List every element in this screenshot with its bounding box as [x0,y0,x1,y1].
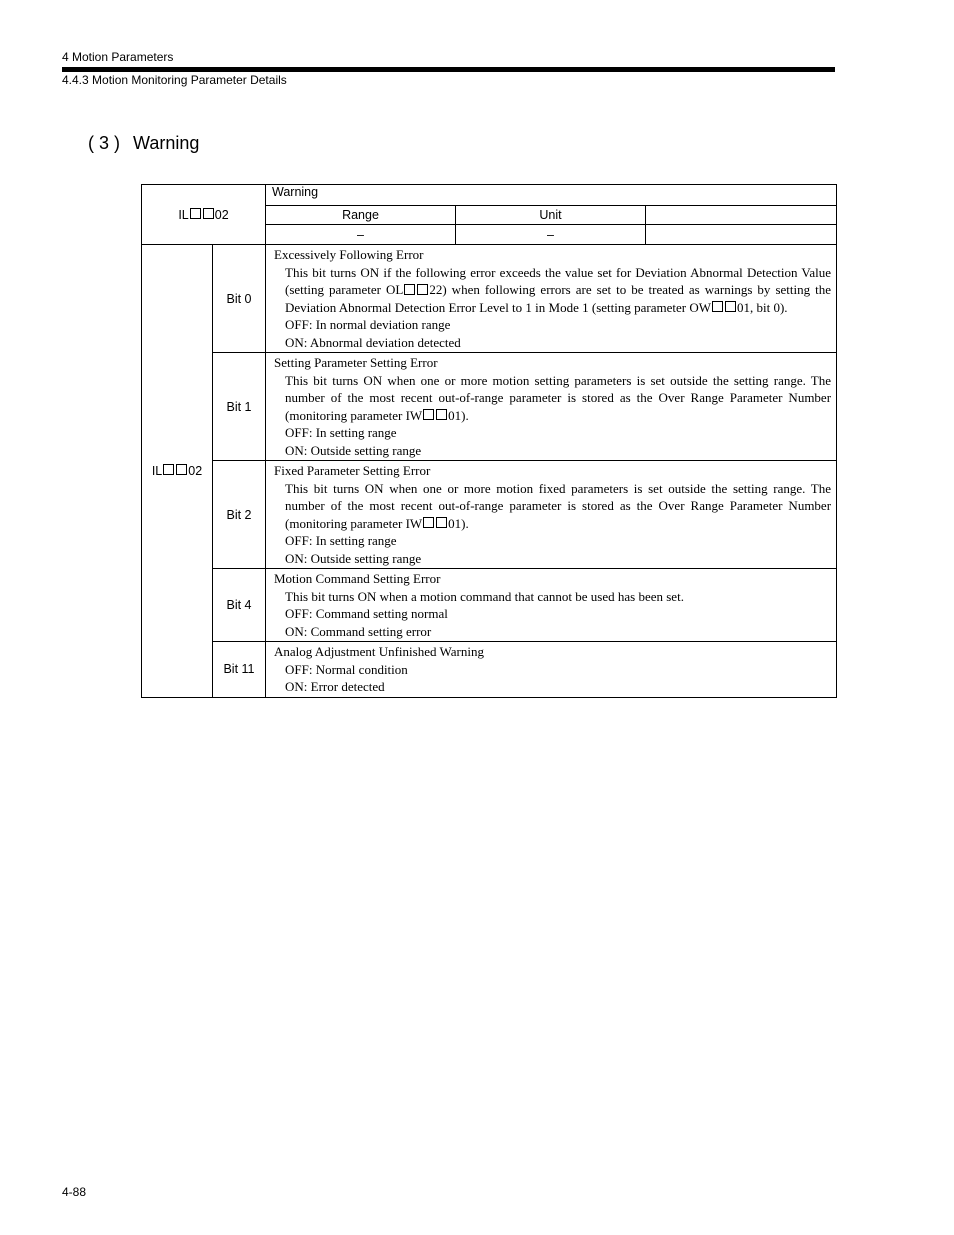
register-cell [142,185,266,245]
bit-title: Motion Command Setting Error [274,571,441,586]
warning-parameter-table [141,184,837,698]
bit-detail: This bit turns ON when one or more motion setting parameters is set outside the setting range. The number of the most recent out-of-range parameter is stored as the Over Range Parameter Number (monitoring parameter IW 01). [285,372,832,423]
empty-header-cell [646,206,837,225]
table-row [142,245,837,353]
placeholder-box-icon [417,284,428,295]
bit-label: Bit 4 [213,569,266,642]
bit-on-state: ON: Outside setting range [285,442,422,458]
bit-off-state: OFF: In setting range [285,533,397,548]
bit-label: Bit 11 [213,642,266,698]
placeholder-box-icon [712,301,723,312]
unit-value: – [456,225,646,245]
section-header: 4.4.3 Motion Monitoring Parameter Details [62,73,287,87]
section-number: ( 3 ) [88,133,121,153]
placeholder-box-icon [203,208,214,219]
bit-on-state: ON: Error detected [285,679,385,694]
placeholder-box-icon [176,464,187,475]
bit-detail: This bit turns ON if the following error exceeds the value set for Deviation Abnormal Detection Value (setting parameter OL 22) when following errors are set to be treated as warnings by setting the Deviation Abnormal Detection Error Level to 1 in Mode 1 (setting parameter OW 01, bit 0). [285,264,832,315]
placeholder-box-icon [163,464,174,475]
bit-description [266,569,837,642]
bit-detail: This bit turns ON when one or more motion fixed parameters is set outside the setting range. The number of the most recent out-of-range parameter is stored as the Over Range Parameter Number (monitoring parameter IW 01). [285,480,832,531]
placeholder-box-icon [436,409,447,420]
bit-label: Bit 2 [213,461,266,569]
placeholder-box-icon [725,301,736,312]
bit-title: Analog Adjustment Unfinished Warning [274,644,484,659]
bit-label: Bit 0 [213,245,266,353]
register-prefix: IL [151,463,163,478]
bit-off-state: OFF: Command setting normal [285,606,448,621]
bit-detail: This bit turns ON when a motion command that cannot be used has been set. [285,588,684,604]
bit-on-state: ON: Command setting error [285,623,432,639]
table-row [142,642,837,698]
bit-title: Setting Parameter Setting Error [274,355,438,370]
bit-off-state: OFF: Normal condition [285,661,408,677]
bit-off-state: OFF: In setting range [285,425,397,440]
register-cell-bits [142,245,213,698]
unit-header: Unit [456,206,646,225]
page-number: 4-88 [62,1185,87,1199]
placeholder-box-icon [423,409,434,420]
bit-on-state: ON: Abnormal deviation detected [285,334,461,350]
register-prefix: IL [178,207,189,222]
bit-on-state: ON: Outside setting range [285,550,422,566]
header-rule [62,67,835,72]
bit-description [266,461,837,569]
placeholder-box-icon [423,517,434,528]
empty-value-cell [646,225,837,245]
register-suffix: 02 [188,463,203,478]
bit-off-state: OFF: In normal deviation range [285,317,451,332]
table-row [142,569,837,642]
placeholder-box-icon [436,517,447,528]
bit-description [266,245,837,353]
bit-title: Excessively Following Error [274,247,424,262]
parameter-name: Warning [266,185,837,206]
table-row [142,353,837,461]
range-header: Range [266,206,456,225]
register-suffix: 02 [214,207,229,222]
placeholder-box-icon [404,284,415,295]
range-value: – [266,225,456,245]
section-title [88,133,199,154]
section-title-text: Warning [133,133,200,153]
bit-description [266,642,837,698]
chapter-header: 4 Motion Parameters [62,50,174,64]
placeholder-box-icon [190,208,201,219]
bit-label: Bit 1 [213,353,266,461]
table-row [142,461,837,569]
bit-title: Fixed Parameter Setting Error [274,463,431,478]
bit-description [266,353,837,461]
